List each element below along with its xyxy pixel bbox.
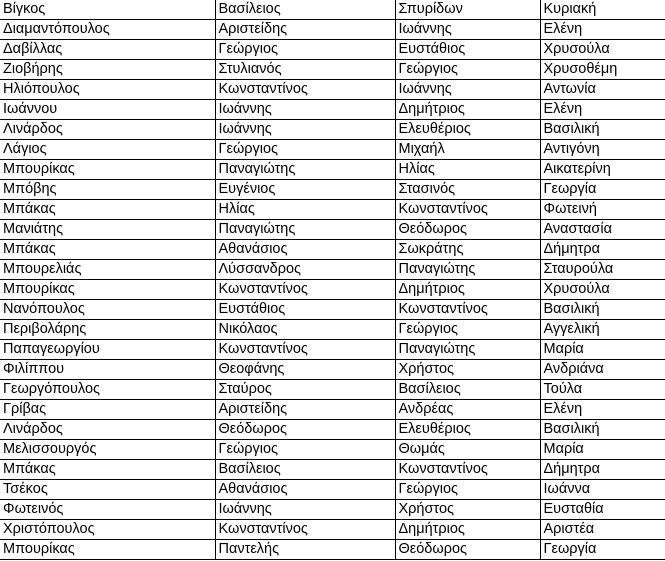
surname-cell[interactable]: Μανιάτης bbox=[0, 220, 215, 240]
surname-cell[interactable]: Φωτεινός bbox=[0, 500, 215, 520]
table-row bbox=[0, 420, 665, 440]
father-name-cell[interactable]: Δημήτριος bbox=[395, 520, 540, 540]
table-row bbox=[0, 200, 665, 220]
father-name-cell[interactable]: Ηλίας bbox=[395, 160, 540, 180]
surname-cell[interactable]: Τσέκος bbox=[0, 480, 215, 500]
first-name-cell[interactable]: Σταύρος bbox=[215, 380, 395, 400]
table-row bbox=[0, 280, 665, 300]
mother-name-cell[interactable]: Ελένη bbox=[540, 20, 665, 40]
mother-name-cell[interactable]: Τούλα bbox=[540, 380, 665, 400]
table-row bbox=[0, 260, 665, 280]
first-name-cell[interactable]: Θεόδωρος bbox=[215, 420, 395, 440]
surname-cell[interactable]: Μπουρίκας bbox=[0, 540, 215, 560]
table-row bbox=[0, 440, 665, 460]
mother-name-cell[interactable]: Φωτεινή bbox=[540, 200, 665, 220]
table-row bbox=[0, 40, 665, 60]
surname-cell[interactable]: Μελισσουργός bbox=[0, 440, 215, 460]
surname-cell[interactable]: Φιλίππου bbox=[0, 360, 215, 380]
mother-name-cell[interactable]: Αναστασία bbox=[540, 220, 665, 240]
table-row bbox=[0, 460, 665, 480]
mother-name-cell[interactable]: Ιωάννα bbox=[540, 480, 665, 500]
surname-cell[interactable]: Γρίβας bbox=[0, 400, 215, 420]
mother-name-cell[interactable]: Αριστέα bbox=[540, 520, 665, 540]
father-name-cell[interactable]: Σπυρίδων bbox=[395, 0, 540, 20]
first-name-cell[interactable]: Γεώργιος bbox=[215, 440, 395, 460]
first-name-cell[interactable]: Βασίλειος bbox=[215, 460, 395, 480]
first-name-cell[interactable]: Κωνσταντίνος bbox=[215, 280, 395, 300]
mother-name-cell[interactable]: Γεωργία bbox=[540, 180, 665, 200]
mother-name-cell[interactable]: Κυριακή bbox=[540, 0, 665, 20]
first-name-cell[interactable]: Νικόλαος bbox=[215, 320, 395, 340]
surname-cell[interactable]: Νανόπουλος bbox=[0, 300, 215, 320]
mother-name-cell[interactable]: Χρυσοθέμη bbox=[540, 60, 665, 80]
mother-name-cell[interactable]: Αντιγόνη bbox=[540, 140, 665, 160]
first-name-cell[interactable]: Παντελής bbox=[215, 540, 395, 560]
surname-cell[interactable]: Μπάκας bbox=[0, 460, 215, 480]
surname-cell[interactable]: Μπάκας bbox=[0, 240, 215, 260]
table-row bbox=[0, 0, 665, 20]
first-name-cell[interactable]: Ηλίας bbox=[215, 200, 395, 220]
father-name-cell[interactable]: Ελευθέριος bbox=[395, 120, 540, 140]
surname-cell[interactable]: Λινάρδος bbox=[0, 420, 215, 440]
father-name-cell[interactable]: Κωνσταντίνος bbox=[395, 460, 540, 480]
father-name-cell[interactable]: Στασινός bbox=[395, 180, 540, 200]
surname-cell[interactable]: Παπαγεωργίου bbox=[0, 340, 215, 360]
table-row bbox=[0, 480, 665, 500]
surname-cell[interactable]: Ηλιόπουλος bbox=[0, 80, 215, 100]
father-name-cell[interactable]: Κωνσταντίνος bbox=[395, 300, 540, 320]
father-name-cell[interactable]: Θωμάς bbox=[395, 440, 540, 460]
surname-cell[interactable]: Χριστόπουλος bbox=[0, 520, 215, 540]
mother-name-cell[interactable]: Αικατερίνη bbox=[540, 160, 665, 180]
first-name-cell[interactable]: Ιωάννης bbox=[215, 120, 395, 140]
father-name-cell[interactable]: Γεώργιος bbox=[395, 60, 540, 80]
surname-cell[interactable]: Βίγκος bbox=[0, 0, 215, 20]
mother-name-cell[interactable]: Μαρία bbox=[540, 340, 665, 360]
first-name-cell[interactable]: Αθανάσιος bbox=[215, 480, 395, 500]
mother-name-cell[interactable]: Βασιλική bbox=[540, 420, 665, 440]
father-name-cell[interactable]: Σωκράτης bbox=[395, 240, 540, 260]
first-name-cell[interactable]: Βασίλειος bbox=[215, 0, 395, 20]
mother-name-cell[interactable]: Σταυρούλα bbox=[540, 260, 665, 280]
father-name-cell[interactable]: Χρήστος bbox=[395, 500, 540, 520]
father-name-cell[interactable]: Παναγιώτης bbox=[395, 340, 540, 360]
surname-cell[interactable]: Γεωργόπουλος bbox=[0, 380, 215, 400]
first-name-cell[interactable]: Γεώργιος bbox=[215, 140, 395, 160]
first-name-cell[interactable]: Κωνσταντίνος bbox=[215, 520, 395, 540]
mother-name-cell[interactable]: Γεωργία bbox=[540, 540, 665, 560]
first-name-cell[interactable]: Αθανάσιος bbox=[215, 240, 395, 260]
first-name-cell[interactable]: Κωνσταντίνος bbox=[215, 80, 395, 100]
first-name-cell[interactable]: Κωνσταντίνος bbox=[215, 340, 395, 360]
surname-cell[interactable]: Λινάρδος bbox=[0, 120, 215, 140]
table-row bbox=[0, 220, 665, 240]
first-name-cell[interactable]: Αριστείδης bbox=[215, 400, 395, 420]
table-row bbox=[0, 160, 665, 180]
surname-cell[interactable]: Ιωάννου bbox=[0, 100, 215, 120]
table-row bbox=[0, 540, 665, 560]
mother-name-cell[interactable]: Ελένη bbox=[540, 400, 665, 420]
father-name-cell[interactable]: Θεόδωρος bbox=[395, 220, 540, 240]
surname-cell[interactable]: Δαβίλλας bbox=[0, 40, 215, 60]
table-row bbox=[0, 140, 665, 160]
table-row bbox=[0, 60, 665, 80]
table-row bbox=[0, 380, 665, 400]
table-row bbox=[0, 520, 665, 540]
father-name-cell[interactable]: Ιωάννης bbox=[395, 80, 540, 100]
surname-cell[interactable]: Μπουρελιάς bbox=[0, 260, 215, 280]
mother-name-cell[interactable]: Ελένη bbox=[540, 100, 665, 120]
father-name-cell[interactable]: Βασίλειος bbox=[395, 380, 540, 400]
first-name-cell[interactable]: Θεοφάνης bbox=[215, 360, 395, 380]
surname-cell[interactable]: Μπάκας bbox=[0, 200, 215, 220]
mother-name-cell[interactable]: Ανδριάνα bbox=[540, 360, 665, 380]
father-name-cell[interactable]: Δημήτριος bbox=[395, 280, 540, 300]
surname-cell[interactable]: Διαμαντόπουλος bbox=[0, 20, 215, 40]
father-name-cell[interactable]: Μιχαήλ bbox=[395, 140, 540, 160]
first-name-cell[interactable]: Ιωάννης bbox=[215, 100, 395, 120]
first-name-cell[interactable]: Ιωάννης bbox=[215, 500, 395, 520]
table-row bbox=[0, 340, 665, 360]
table-row bbox=[0, 100, 665, 120]
surname-cell[interactable]: Μπόβης bbox=[0, 180, 215, 200]
mother-name-cell[interactable]: Δήμητρα bbox=[540, 460, 665, 480]
table-row bbox=[0, 120, 665, 140]
mother-name-cell[interactable]: Αγγελική bbox=[540, 320, 665, 340]
first-name-cell[interactable]: Ευγένιος bbox=[215, 180, 395, 200]
mother-name-cell[interactable]: Ευσταθία bbox=[540, 500, 665, 520]
surname-cell[interactable]: Μπουρίκας bbox=[0, 280, 215, 300]
father-name-cell[interactable]: Ευστάθιος bbox=[395, 40, 540, 60]
surname-cell[interactable]: Ζιοβήρης bbox=[0, 60, 215, 80]
father-name-cell[interactable]: Ιωάννης bbox=[395, 20, 540, 40]
mother-name-cell[interactable]: Βασιλική bbox=[540, 300, 665, 320]
mother-name-cell[interactable]: Δήμητρα bbox=[540, 240, 665, 260]
father-name-cell[interactable]: Θεόδωρος bbox=[395, 540, 540, 560]
mother-name-cell[interactable]: Μαρία bbox=[540, 440, 665, 460]
first-name-cell[interactable]: Παναγιώτης bbox=[215, 160, 395, 180]
table-row bbox=[0, 20, 665, 40]
father-name-cell[interactable]: Παναγιώτης bbox=[395, 260, 540, 280]
table-row bbox=[0, 180, 665, 200]
father-name-cell[interactable]: Γεώργιος bbox=[395, 320, 540, 340]
first-name-cell[interactable]: Παναγιώτης bbox=[215, 220, 395, 240]
first-name-cell[interactable]: Γεώργιος bbox=[215, 40, 395, 60]
first-name-cell[interactable]: Στυλιανός bbox=[215, 60, 395, 80]
table-row bbox=[0, 400, 665, 420]
father-name-cell[interactable]: Ελευθέριος bbox=[395, 420, 540, 440]
first-name-cell[interactable]: Ευστάθιος bbox=[215, 300, 395, 320]
table-row bbox=[0, 500, 665, 520]
mother-name-cell[interactable]: Αντωνία bbox=[540, 80, 665, 100]
mother-name-cell[interactable]: Χρυσούλα bbox=[540, 40, 665, 60]
surname-cell[interactable]: Μπουρίκας bbox=[0, 160, 215, 180]
father-name-cell[interactable]: Γεώργιος bbox=[395, 480, 540, 500]
surname-cell[interactable]: Λάγιος bbox=[0, 140, 215, 160]
father-name-cell[interactable]: Χρήστος bbox=[395, 360, 540, 380]
surname-cell[interactable]: Περιβολάρης bbox=[0, 320, 215, 340]
table-row bbox=[0, 360, 665, 380]
first-name-cell[interactable]: Αριστείδης bbox=[215, 20, 395, 40]
table-row bbox=[0, 300, 665, 320]
table-row bbox=[0, 80, 665, 100]
table-row bbox=[0, 320, 665, 340]
first-name-cell[interactable]: Λύσσανδρος bbox=[215, 260, 395, 280]
father-name-cell[interactable]: Ανδρέας bbox=[395, 400, 540, 420]
mother-name-cell[interactable]: Βασιλική bbox=[540, 120, 665, 140]
father-name-cell[interactable]: Κωνσταντίνος bbox=[395, 200, 540, 220]
mother-name-cell[interactable]: Χρυσούλα bbox=[540, 280, 665, 300]
table-row bbox=[0, 240, 665, 260]
father-name-cell[interactable]: Δημήτριος bbox=[395, 100, 540, 120]
